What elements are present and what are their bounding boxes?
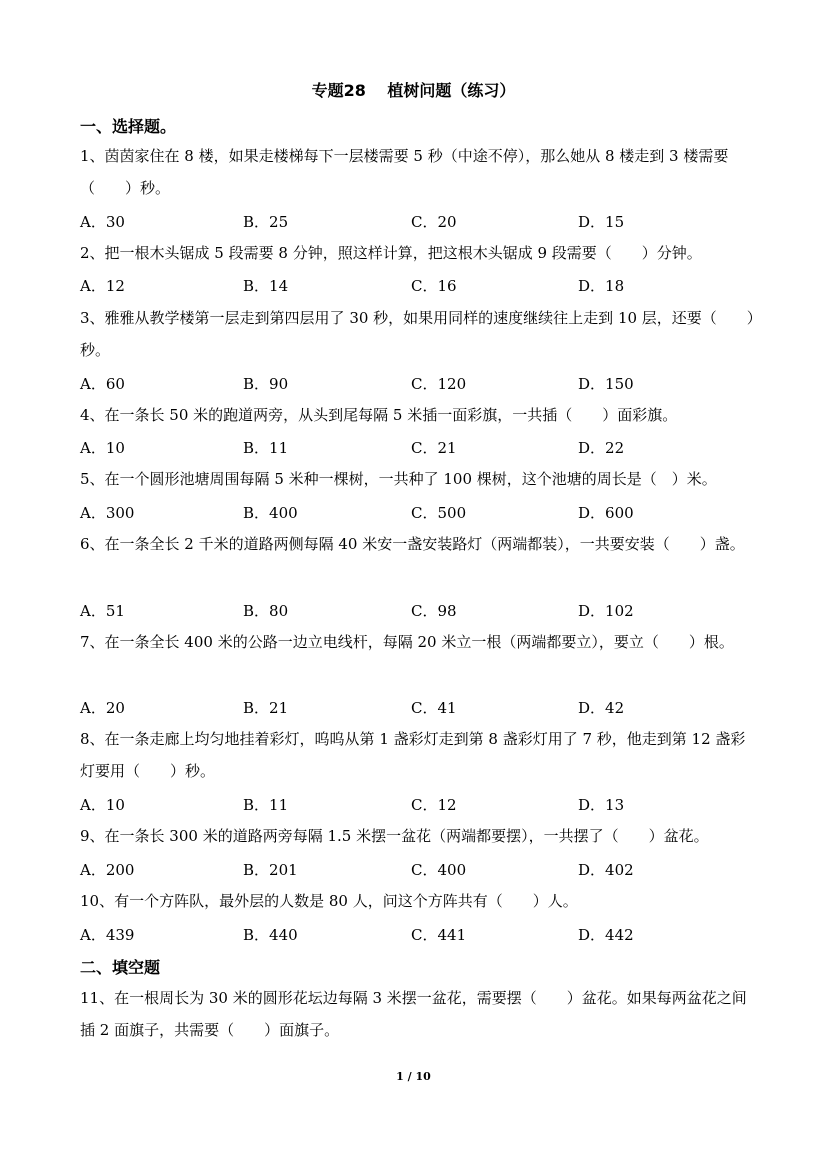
option-a: A．10 xyxy=(80,439,125,457)
option-d: D．15 xyxy=(578,213,625,231)
option-a: A．60 xyxy=(80,375,125,393)
option-b: B．90 xyxy=(243,375,289,393)
section-heading-choice: 一、选择题。 xyxy=(80,117,177,136)
option-b: B．25 xyxy=(243,213,289,231)
question-10: 10、有一个方阵队，最外层的人数是 80 人，问这个方阵共有（ ）人。 xyxy=(80,892,578,910)
option-b: B．14 xyxy=(243,277,289,295)
question-5: 5、在一个圆形池塘周围每隔 5 米种一棵树，一共种了 100 棵树，这个池塘的周长是（ ）米。 xyxy=(80,470,717,488)
option-c: C．16 xyxy=(411,277,457,295)
option-d: D．600 xyxy=(578,504,634,522)
option-c: C．98 xyxy=(411,602,457,620)
option-c: C．400 xyxy=(411,861,467,879)
question-6: 6、在一条全长 2 千米的道路两侧每隔 40 米安一盏安装路灯（两端都装），一共要安装（ ）盏。 xyxy=(80,535,745,553)
option-b: B．400 xyxy=(243,504,298,522)
question-1-options xyxy=(80,211,760,235)
question-4: 4、在一条长 50 米的跑道两旁，从头到尾每隔 5 米插一面彩旗，一共插（ ）面彩旗。 xyxy=(80,406,678,424)
question-4-options xyxy=(80,437,760,461)
question-7-options xyxy=(80,697,760,721)
question-2: 2、把一根木头锯成 5 段需要 8 分钟，照这样计算，把这根木头锯成 9 段需要（ ）分钟。 xyxy=(80,244,702,262)
section-heading-fill: 二、填空题 xyxy=(80,958,161,977)
option-a: A．439 xyxy=(80,926,135,944)
option-d: D．18 xyxy=(578,277,625,295)
option-b: B．201 xyxy=(243,861,298,879)
option-c: C．12 xyxy=(411,796,457,814)
option-b: B．80 xyxy=(243,602,289,620)
option-b: B．11 xyxy=(243,439,289,457)
option-c: C．21 xyxy=(411,439,457,457)
option-c: C．120 xyxy=(411,375,467,393)
question-6-options xyxy=(80,600,760,624)
page-title: 专题28 植树问题（练习） xyxy=(311,81,516,100)
option-c: C．500 xyxy=(411,504,467,522)
question-5-options xyxy=(80,502,760,526)
question-2-options xyxy=(80,275,760,299)
question-3-options xyxy=(80,373,760,397)
option-a: A．51 xyxy=(80,602,125,620)
option-d: D．42 xyxy=(578,699,625,717)
question-3: 3、雅雅从教学楼第一层走到第四层用了 30 秒，如果用同样的速度继续往上走到 10 层，还要（ ）秒。 xyxy=(80,309,755,359)
option-d: D．22 xyxy=(578,439,625,457)
option-a: A．10 xyxy=(80,796,125,814)
page-number: 1 / 10 xyxy=(396,1070,431,1083)
question-8-options xyxy=(80,794,760,818)
option-a: A．12 xyxy=(80,277,125,295)
question-9-options xyxy=(80,859,760,883)
option-a: A．20 xyxy=(80,699,125,717)
option-b: B．21 xyxy=(243,699,289,717)
question-10-options xyxy=(80,924,760,948)
option-d: D．150 xyxy=(578,375,634,393)
option-c: C．41 xyxy=(411,699,457,717)
question-11: 11、在一根周长为 30 米的圆形花坛边每隔 3 米摆一盆花，需要摆（ ）盆花。如果每两盆花之间插 2 面旗子，共需要（ ）面旗子。 xyxy=(80,989,747,1039)
option-c: C．441 xyxy=(411,926,467,944)
option-d: D．442 xyxy=(578,926,634,944)
question-9: 9、在一条长 300 米的道路两旁每隔 1.5 米摆一盆花（两端都要摆），一共摆了（ ）盆花。 xyxy=(80,827,709,845)
option-a: A．200 xyxy=(80,861,135,879)
option-d: D．402 xyxy=(578,861,634,879)
question-8: 8、在一条走廊上均匀地挂着彩灯，呜呜从第 1 盏彩灯走到第 8 盏彩灯用了 7 秒，他走到第 12 盏彩灯要用（ ）秒。 xyxy=(80,730,746,780)
question-7: 7、在一条全长 400 米的公路一边立电线杆，每隔 20 米立一根（两端都要立），要立（ ）根。 xyxy=(80,633,734,651)
option-d: D．13 xyxy=(578,796,625,814)
option-c: C．20 xyxy=(411,213,457,231)
option-a: A．300 xyxy=(80,504,135,522)
option-b: B．11 xyxy=(243,796,289,814)
option-d: D．102 xyxy=(578,602,634,620)
question-1: 1、茵茵家住在 8 楼，如果走楼梯每下一层楼需要 5 秒（中途不停），那么她从 8 楼走到 3 楼需要（ ）秒。 xyxy=(80,147,729,197)
option-b: B．440 xyxy=(243,926,298,944)
option-a: A．30 xyxy=(80,213,125,231)
